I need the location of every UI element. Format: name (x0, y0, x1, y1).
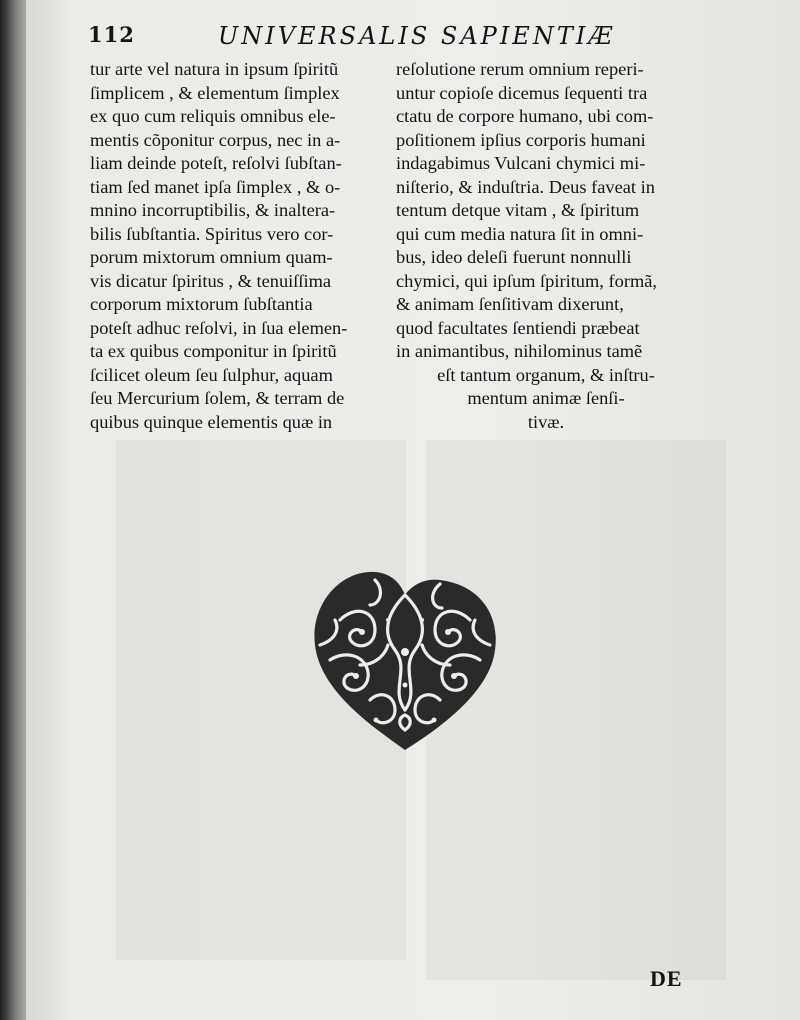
text-line: quibus quinque elementis quæ in (90, 411, 333, 432)
text-line: corporum mixtorum ſubſtantia (90, 294, 313, 314)
text-line: qui cum media natura ſit in omni- (396, 223, 644, 244)
text-line: ex quo cum reliquis omnibus ele- (90, 106, 336, 126)
page-number: 112 (88, 22, 135, 47)
closing-line: eſt tantum organum, & inſtru- (437, 364, 655, 385)
text-line: tentum detque vitam , & ſpiritum (396, 200, 640, 220)
heart-ornament-icon (300, 550, 510, 760)
text-line: vis dicatur ſpiritus , & tenuiſſima (90, 270, 332, 291)
text-line: & animam ſenſitivam dixerunt, (396, 294, 624, 314)
text-line: tur arte vel natura in ipsum ſpiritũ (90, 59, 339, 79)
text-line: ſcilicet oleum ſeu ſulphur, aquam (90, 364, 333, 385)
text-line: ſeu Mercurium ſolem, & terram de (90, 388, 345, 408)
catchword: DE (650, 966, 683, 991)
heart-outline (314, 572, 495, 750)
text-line: poteſt adhuc reſolvi, in ſua elemen- (90, 317, 348, 338)
text-line: ſimplicem , & elementum ſimplex (90, 82, 340, 103)
text-line: mnino incorruptibilis, & inaltera- (90, 200, 336, 220)
left-column (90, 58, 380, 434)
page-header (88, 22, 708, 52)
right-column (396, 58, 696, 434)
closing-line: mentum animæ ſenſi- (467, 388, 625, 408)
text-line: ta ex quibus componitur in ſpiritũ (90, 341, 337, 361)
text-line: niſterio, & induſtria. Deus faveat in (396, 176, 655, 197)
closing-line: tivæ. (527, 411, 565, 432)
text-line: tiam ſed manet ipſa ſimplex , & o- (90, 176, 341, 197)
text-line: liam deinde poteſt, reſolvi ſubſtan- (90, 153, 342, 173)
running-title: UNIVERSALIS SAPIENTIÆ (218, 22, 616, 50)
text-line: in animantibus, nihilominus tamẽ (396, 341, 643, 361)
text-line: porum mixtorum omnium quam- (90, 247, 333, 267)
text-line: quod facultates ſentiendi præbeat (396, 317, 640, 338)
text-line: bilis ſubſtantia. Spiritus vero cor- (90, 223, 334, 244)
text-line: reſolutione rerum omnium reperi- (396, 59, 644, 79)
text-line: untur copioſe dicemus ſequenti tra (396, 82, 648, 103)
text-line: bus, ideo deleſi fuerunt nonnulli (396, 247, 632, 267)
text-line: chymici, qui ipſum ſpiritum, formã, (396, 270, 658, 291)
text-line: poſitionem ipſius corporis humani (396, 129, 646, 150)
text-line: indagabimus Vulcani chymici mi- (396, 153, 646, 173)
book-spine (0, 0, 26, 1020)
text-line: ctatu de corpore humano, ubi com- (396, 106, 654, 126)
text-line: mentis cõponitur corpus, nec in a- (90, 129, 341, 150)
